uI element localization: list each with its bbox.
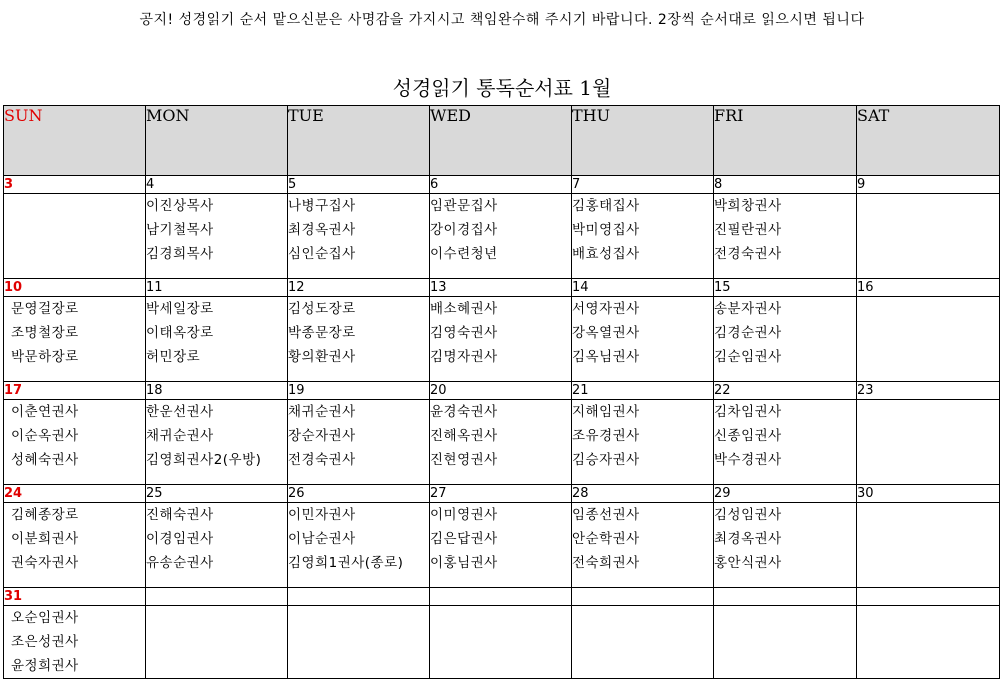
reader-name: 이미영권사 — [430, 507, 498, 523]
reader-cell-tue — [288, 297, 430, 382]
reader-name: 신종임권사 — [714, 428, 782, 444]
weekday-header-row — [4, 106, 1000, 176]
reader-name: 배소혜권사 — [430, 301, 498, 317]
reader-name: 홍안식권사 — [714, 555, 782, 571]
date-number-wed: 20 — [430, 382, 572, 400]
reader-cell-mon — [146, 297, 288, 382]
reader-name: 배효성집사 — [572, 246, 640, 262]
date-row — [4, 588, 1000, 606]
reader-name: 김승자권사 — [572, 452, 640, 468]
reader-cell-mon — [146, 606, 288, 679]
reader-name: 김은답권사 — [430, 531, 498, 547]
reader-name: 조명철장로 — [11, 325, 79, 341]
reader-name: 허민장로 — [146, 349, 201, 365]
reader-cell-sun — [4, 400, 146, 485]
date-number-fri: 15 — [714, 279, 857, 297]
date-number-thu: 14 — [572, 279, 714, 297]
day-header-thu: THU — [572, 106, 714, 176]
reader-cell-sat — [857, 297, 1000, 382]
reader-name: 문영걸장로 — [11, 301, 79, 317]
reader-cell-sun — [4, 503, 146, 588]
date-number-sat: 9 — [857, 176, 1000, 194]
reader-cell-fri — [714, 606, 857, 679]
reader-name: 진해숙권사 — [146, 507, 214, 523]
date-number-sat: 23 — [857, 382, 1000, 400]
reader-name: 박세일장로 — [146, 301, 214, 317]
reader-name: 성혜숙권사 — [11, 452, 79, 468]
date-number-mon: 4 — [146, 176, 288, 194]
reader-name: 김영희권사2(우방) — [146, 452, 262, 468]
reader-name: 김성임권사 — [714, 507, 782, 523]
date-number-sun: 17 — [4, 382, 146, 400]
reader-name: 강이경집사 — [430, 222, 498, 238]
date-row — [4, 279, 1000, 297]
reader-name: 한운선권사 — [146, 404, 214, 420]
date-number-fri: 8 — [714, 176, 857, 194]
reader-name: 이분희권사 — [11, 531, 79, 547]
reader-name: 남기철목사 — [146, 222, 214, 238]
reader-name: 전경숙권사 — [714, 246, 782, 262]
reader-name: 이경임권사 — [146, 531, 214, 547]
reader-cell-sat — [857, 503, 1000, 588]
date-number-fri — [714, 588, 857, 606]
reader-name: 김홍태집사 — [572, 198, 640, 214]
reader-name: 김영희1권사(종로) — [288, 555, 404, 571]
reader-name: 김혜종장로 — [11, 507, 79, 523]
date-number-thu — [572, 588, 714, 606]
reader-name: 유송순권사 — [146, 555, 214, 571]
date-number-mon: 18 — [146, 382, 288, 400]
reader-cell-wed — [430, 194, 572, 279]
reader-name: 조유경권사 — [572, 428, 640, 444]
day-header-wed: WED — [430, 106, 572, 176]
reader-name: 이순옥권사 — [11, 428, 79, 444]
reader-cell-tue — [288, 400, 430, 485]
reader-cell-thu — [572, 194, 714, 279]
date-number-mon — [146, 588, 288, 606]
reader-name: 김순임권사 — [714, 349, 782, 365]
date-row — [4, 382, 1000, 400]
reader-name: 임관문집사 — [430, 198, 498, 214]
reader-name: 조은성권사 — [11, 634, 79, 650]
date-number-sat: 16 — [857, 279, 1000, 297]
reader-name: 윤경숙권사 — [430, 404, 498, 420]
reading-schedule-calendar — [3, 105, 1000, 679]
reader-name: 안순학권사 — [572, 531, 640, 547]
reader-row — [4, 606, 1000, 679]
reader-cell-tue — [288, 503, 430, 588]
reader-name: 전경숙권사 — [288, 452, 356, 468]
reader-row — [4, 400, 1000, 485]
reader-name: 김영숙권사 — [430, 325, 498, 341]
reader-cell-wed — [430, 297, 572, 382]
reader-name: 진해옥권사 — [430, 428, 498, 444]
date-number-fri: 22 — [714, 382, 857, 400]
date-number-tue: 19 — [288, 382, 430, 400]
calendar-body — [4, 176, 1000, 679]
date-row — [4, 485, 1000, 503]
date-number-thu: 7 — [572, 176, 714, 194]
reader-row — [4, 194, 1000, 279]
date-number-sat — [857, 588, 1000, 606]
reader-name: 진필란권사 — [714, 222, 782, 238]
date-number-tue — [288, 588, 430, 606]
date-row — [4, 176, 1000, 194]
reader-name: 오순임권사 — [11, 610, 79, 626]
reader-cell-wed — [430, 400, 572, 485]
day-header-fri: FRI — [714, 106, 857, 176]
reader-cell-sun — [4, 606, 146, 679]
reader-cell-mon — [146, 503, 288, 588]
reader-name: 박미영집사 — [572, 222, 640, 238]
day-header-sat: SAT — [857, 106, 1000, 176]
reader-cell-mon — [146, 400, 288, 485]
reader-name: 임종선권사 — [572, 507, 640, 523]
reader-cell-wed — [430, 606, 572, 679]
date-number-thu: 21 — [572, 382, 714, 400]
reader-name: 최경옥권사 — [714, 531, 782, 547]
reader-cell-mon — [146, 194, 288, 279]
notice-text: 공지! 성경읽기 순서 맡으신분은 사명감을 가지시고 책임완수해 주시기 바랍니다. 2장씩 순서대로 읽으시면 됩니다 — [139, 12, 865, 28]
reader-name: 박종문장로 — [288, 325, 356, 341]
reader-name: 이춘연권사 — [11, 404, 79, 420]
reader-row — [4, 503, 1000, 588]
reader-cell-fri — [714, 400, 857, 485]
reader-name: 박수경권사 — [714, 452, 782, 468]
day-header-tue: TUE — [288, 106, 430, 176]
reader-cell-sun — [4, 297, 146, 382]
reader-name: 지해임권사 — [572, 404, 640, 420]
reader-name: 채귀순권사 — [288, 404, 356, 420]
date-number-wed: 13 — [430, 279, 572, 297]
reader-cell-fri — [714, 194, 857, 279]
reader-cell-thu — [572, 400, 714, 485]
reader-cell-wed — [430, 503, 572, 588]
date-number-sun: 31 — [4, 588, 146, 606]
reader-cell-sat — [857, 194, 1000, 279]
date-number-wed: 6 — [430, 176, 572, 194]
page-title: 성경읽기 통독순서표 1월 — [392, 76, 612, 100]
reader-cell-tue — [288, 606, 430, 679]
day-header-mon: MON — [146, 106, 288, 176]
reader-name: 김경순권사 — [714, 325, 782, 341]
reader-name: 박문하장로 — [11, 349, 79, 365]
reader-cell-sat — [857, 606, 1000, 679]
reader-name: 심인순집사 — [288, 246, 356, 262]
reader-name: 장순자권사 — [288, 428, 356, 444]
reader-cell-fri — [714, 503, 857, 588]
date-number-thu: 28 — [572, 485, 714, 503]
date-number-sun: 24 — [4, 485, 146, 503]
date-number-wed — [430, 588, 572, 606]
reader-cell-sat — [857, 400, 1000, 485]
reader-name: 송분자권사 — [714, 301, 782, 317]
day-header-sun: SUN — [4, 106, 146, 176]
reader-name: 이수련청년 — [430, 246, 498, 262]
date-number-mon: 25 — [146, 485, 288, 503]
reader-name: 진현영권사 — [430, 452, 498, 468]
reader-name: 나병구집사 — [288, 198, 356, 214]
reader-name: 이진상목사 — [146, 198, 214, 214]
reader-name: 이민자권사 — [288, 507, 356, 523]
date-number-tue: 5 — [288, 176, 430, 194]
date-number-sat: 30 — [857, 485, 1000, 503]
reader-name: 이남순권사 — [288, 531, 356, 547]
date-number-sun: 3 — [4, 176, 146, 194]
reader-name: 김명자권사 — [430, 349, 498, 365]
reader-name: 김옥님권사 — [572, 349, 640, 365]
reader-cell-thu — [572, 606, 714, 679]
reader-name: 전숙희권사 — [572, 555, 640, 571]
reader-name: 채귀순권사 — [146, 428, 214, 444]
reader-cell-tue — [288, 194, 430, 279]
reader-name: 김성도장로 — [288, 301, 356, 317]
reader-cell-thu — [572, 297, 714, 382]
date-number-mon: 11 — [146, 279, 288, 297]
reader-name: 이태옥장로 — [146, 325, 214, 341]
reader-name: 김차임권사 — [714, 404, 782, 420]
reader-name: 황의환권사 — [288, 349, 356, 365]
reader-cell-thu — [572, 503, 714, 588]
reader-name: 이홍님권사 — [430, 555, 498, 571]
date-number-wed: 27 — [430, 485, 572, 503]
reader-name: 김경희목사 — [146, 246, 214, 262]
reader-name: 권숙자권사 — [11, 555, 79, 571]
reader-name: 최경옥권사 — [288, 222, 356, 238]
reader-cell-sun — [4, 194, 146, 279]
reader-row — [4, 297, 1000, 382]
reader-name: 윤정희권사 — [11, 658, 79, 674]
date-number-sun: 10 — [4, 279, 146, 297]
date-number-tue: 12 — [288, 279, 430, 297]
date-number-tue: 26 — [288, 485, 430, 503]
reader-name: 서영자권사 — [572, 301, 640, 317]
reader-name: 강옥열권사 — [572, 325, 640, 341]
date-number-fri: 29 — [714, 485, 857, 503]
reader-name: 박희창권사 — [714, 198, 782, 214]
reader-cell-fri — [714, 297, 857, 382]
